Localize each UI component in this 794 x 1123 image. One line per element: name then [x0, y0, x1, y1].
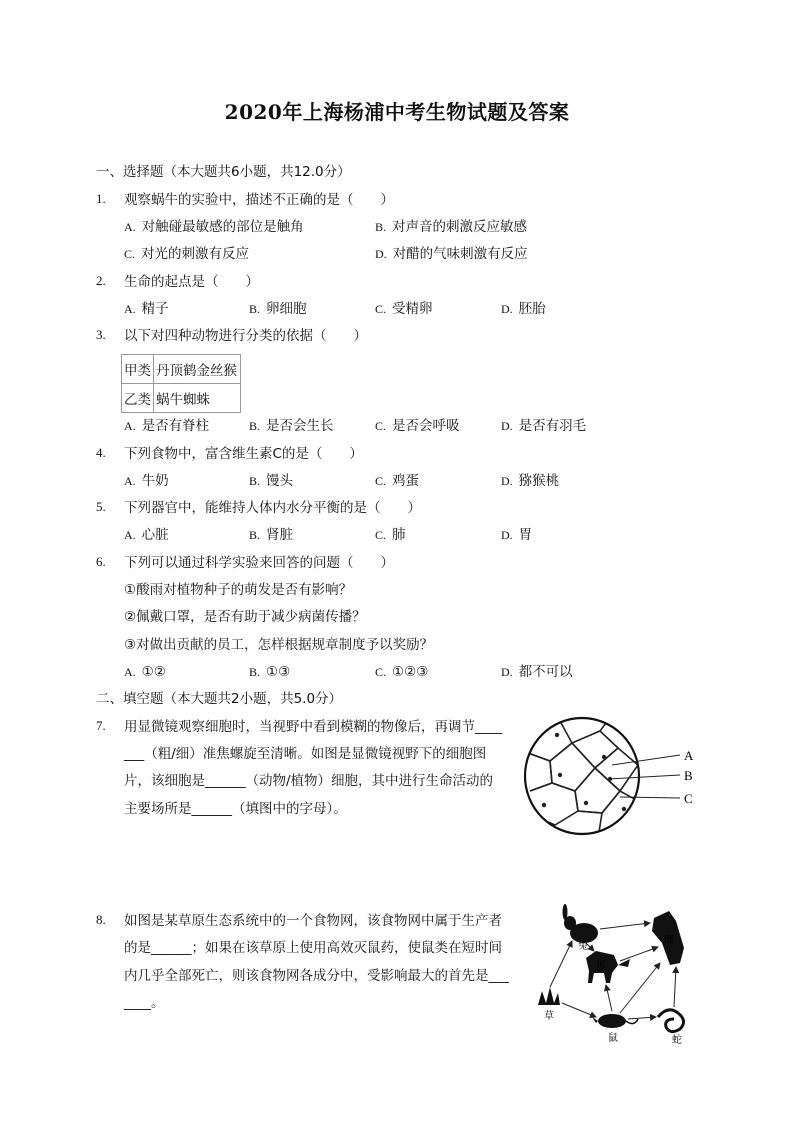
- label-mouse: 鼠: [608, 1033, 618, 1044]
- option-b: B. 是否会生长: [249, 418, 334, 434]
- question-number: 3.: [96, 327, 106, 342]
- option-c: C. 肺: [375, 527, 406, 543]
- section-heading-fill: 二、填空题（本大题共2小题，共5.0分）: [96, 691, 343, 707]
- question-number: 4.: [96, 445, 106, 460]
- table-row: [122, 355, 241, 384]
- rabbit-silhouette: [563, 904, 599, 943]
- option-c: C. 是否会呼吸: [375, 418, 460, 434]
- fox-silhouette: [586, 951, 630, 983]
- option-d: D. 是否有羽毛: [501, 418, 587, 434]
- label-grass: 草: [544, 1011, 554, 1022]
- option-a: A. 牛奶: [124, 473, 169, 489]
- question-number: 6.: [96, 554, 106, 569]
- section-heading-choice: 一、选择题（本大题共6小题，共12.0分）: [96, 164, 351, 180]
- question-text-line: 的是______；如果在该草原上使用高效灭鼠药，使鼠类在短时间: [124, 940, 502, 956]
- question-text-line: 片，该细胞是______（动物/植物）细胞，其中进行生命活动的: [124, 773, 494, 789]
- option-d: D. 猕猴桃: [501, 473, 560, 489]
- question-text-line: ____。: [124, 995, 165, 1011]
- grass-silhouette: [538, 987, 560, 1005]
- food-web-figure: [534, 903, 706, 1047]
- snake-silhouette: [658, 1010, 684, 1032]
- question-number: 5.: [96, 499, 106, 514]
- option-a: A. ①②: [124, 664, 166, 680]
- question-number: 8.: [96, 912, 106, 927]
- table-cell-value: 丹顶鹤金丝猴: [154, 355, 241, 384]
- question-text-line: 用显微镜观察细胞时，当视野中看到模糊的物像后，再调节____: [124, 719, 502, 735]
- page-title: 2020年上海杨浦中考生物试题及答案: [224, 100, 570, 124]
- option-b: B. 肾脏: [249, 527, 294, 543]
- label-eagle: 鹰: [664, 935, 674, 946]
- option-c: C. 对光的刺激有反应: [124, 246, 250, 262]
- question-number: 7.: [96, 718, 106, 733]
- option-a: A. 是否有脊柱: [124, 418, 210, 434]
- label-snake: 蛇: [672, 1035, 682, 1046]
- option-d: D. 胃: [501, 527, 533, 543]
- option-a: A. 对触碰最敏感的部位是触角: [124, 219, 304, 235]
- question-item: ②佩戴口罩，是否有助于减少病菌传播？: [124, 609, 366, 625]
- question-stem: 以下对四种动物进行分类的依据（ ）: [124, 328, 367, 344]
- label-b: B: [684, 768, 693, 783]
- label-a: A: [684, 748, 694, 763]
- label-fox: 狐: [596, 961, 606, 972]
- plant-cell-figure: [520, 713, 700, 841]
- table-cell-label: 甲类: [122, 355, 154, 384]
- question-text-line: 主要场所是______（填图中的字母）。: [124, 801, 347, 817]
- question-stem: 观察蜗牛的实验中，描述不正确的是（ ）: [124, 192, 394, 208]
- question-number: 2.: [96, 273, 106, 288]
- option-c: C. 受精卵: [375, 301, 433, 317]
- question-item: ①酸雨对植物种子的萌发是否有影响？: [124, 582, 353, 598]
- question-stem: 生命的起点是（ ）: [124, 274, 259, 290]
- option-b: B. ①③: [249, 664, 291, 680]
- table-cell-value: 蜗牛蜘蛛: [154, 384, 241, 413]
- question-item: ③对做出贡献的员工，怎样根据规章制度予以奖励？: [124, 637, 434, 653]
- question-stem: 下列可以通过科学实验来回答的问题（ ）: [124, 555, 394, 571]
- label-rabbit: 兔: [578, 941, 588, 952]
- table-cell-label: 乙类: [122, 384, 154, 413]
- option-a: A. 心脏: [124, 527, 169, 543]
- option-d: D. 都不可以: [501, 664, 573, 680]
- classification-table: [121, 354, 241, 413]
- option-b: B. 对声音的刺激反应敏感: [375, 219, 528, 235]
- question-text-line: 内几乎全部死亡，则该食物网各成分中，受影响最大的首先是___: [124, 968, 509, 984]
- question-text-line: 如图是某草原生态系统中的一个食物网，该食物网中属于生产者: [124, 913, 502, 929]
- option-b: B. 卵细胞: [249, 301, 307, 317]
- label-c: C: [684, 791, 693, 806]
- option-c: C. ①②③: [375, 664, 429, 680]
- option-b: B. 馒头: [249, 473, 294, 489]
- table-row: [122, 384, 241, 413]
- question-text-line: ___（粗/细）准焦螺旋至清晰。如图是显微镜视野下的细胞图: [124, 746, 487, 762]
- question-number: 1.: [96, 191, 106, 206]
- option-d: D. 胚胎: [501, 301, 546, 317]
- question-stem: 下列食物中，富含维生素C的是（ ）: [124, 446, 363, 462]
- mouse-silhouette: [592, 1014, 638, 1028]
- option-a: A. 精子: [124, 301, 169, 317]
- option-d: D. 对醋的气味刺激有反应: [375, 246, 528, 262]
- question-stem: 下列器官中，能维持人体内水分平衡的是（ ）: [124, 500, 421, 516]
- option-c: C. 鸡蛋: [375, 473, 420, 489]
